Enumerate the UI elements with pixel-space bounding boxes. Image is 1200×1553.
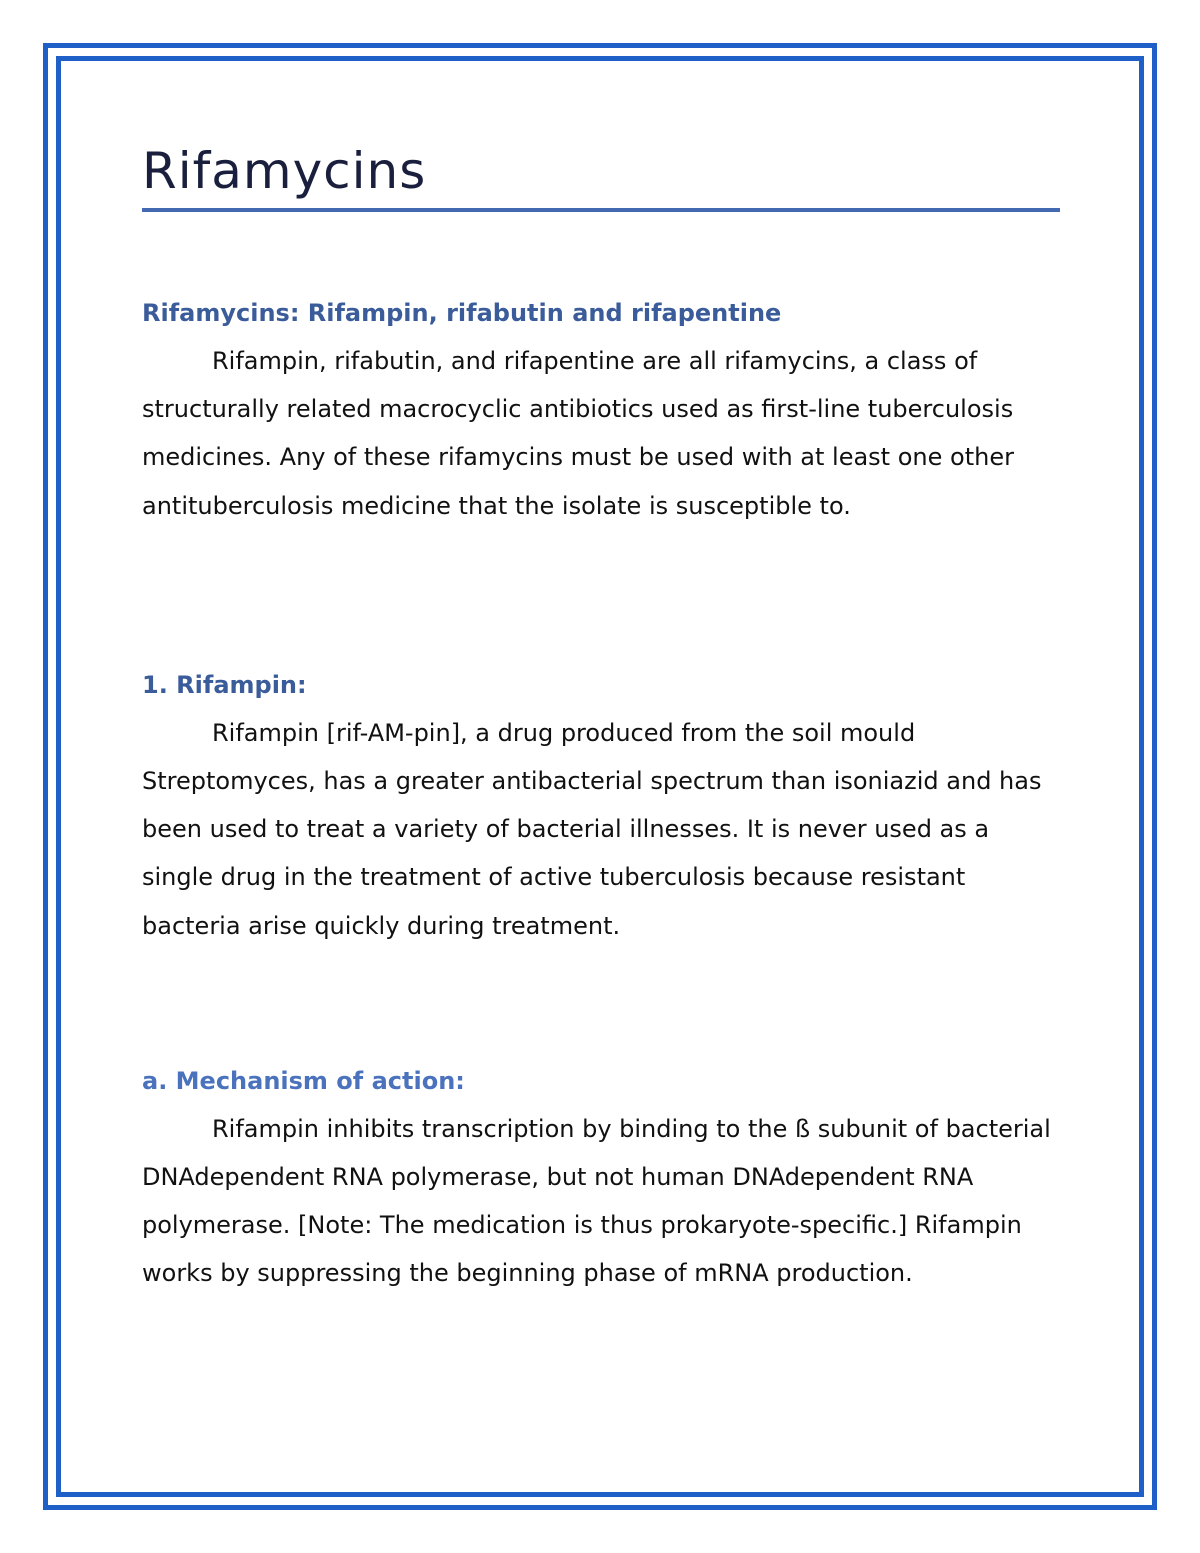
section-rifampin [142,661,1060,950]
section-paragraph: Rifampin [rif-AM-pin], a drug produced from the soil mould Streptomyces, has a greater antibacterial spectrum than isoniazid and has been used to treat a variety of bacterial illnesses. It is never used as a single drug in the treatment of active tuberculosis because resistant bacteria arise quickly during treatment. [142,718,1042,940]
section-heading: Rifamycins: Rifampin, rifabutin and rifapentine [142,299,782,327]
section-mechanism-of-action [142,1057,1060,1298]
section-heading: a. Mechanism of action: [142,1066,465,1095]
section-paragraph: Rifampin inhibits transcription by binding to the ß subunit of bacterial DNAdependent RNA polymerase, but not human DNAdependent RNA polymerase. [Note: The medication is thus prokaryote-specific.] Rifampin works by suppressing the beginning phase of mRNA production. [142,1114,1051,1288]
section-heading: 1. Rifampin: [142,670,307,699]
document-title: Rifamycins [142,138,1060,212]
document-body [142,138,1060,1298]
section-paragraph: Rifampin, rifabutin, and rifapentine are all rifamycins, a class of structurally related macrocyclic antibiotics used as first-line tuberculosis medicines. Any of these rifamycins must be used with at least one other antituberculosis medicine that the isolate is susceptible to. [142,347,1014,520]
section-rifamycins-overview [142,289,1060,530]
